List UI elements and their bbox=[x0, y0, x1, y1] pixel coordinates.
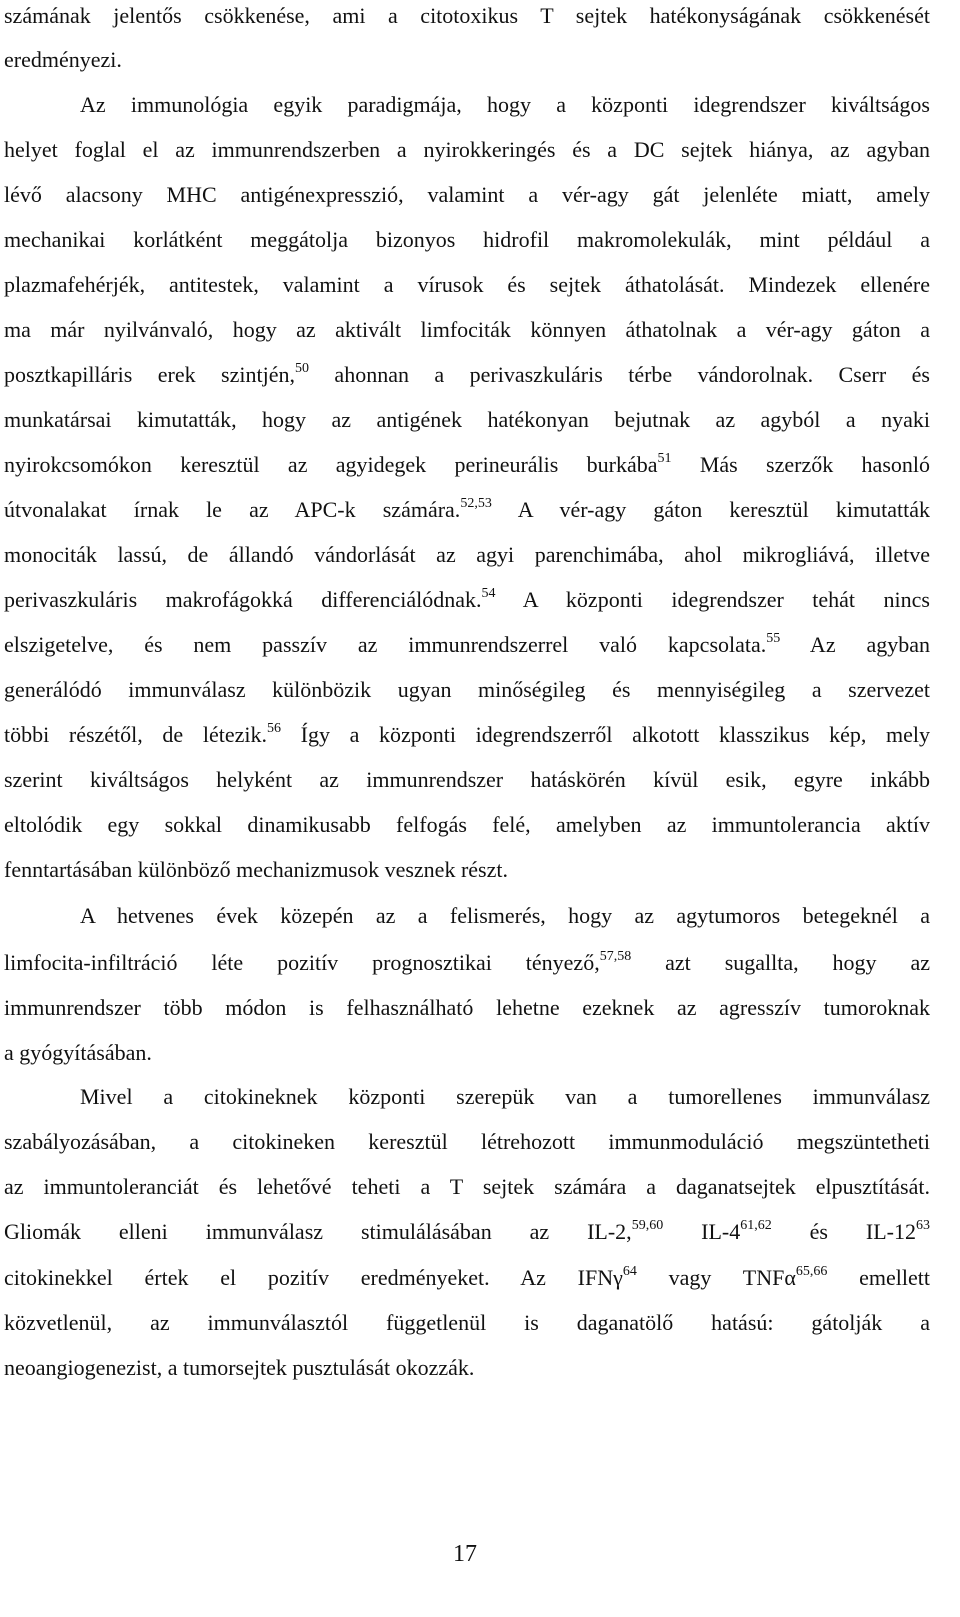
line-text: vagy TNFα bbox=[636, 1265, 796, 1290]
paragraph-4-line-7: neoangiogenezist, a tumorsejtek pusztulását okozzák. bbox=[4, 1355, 475, 1380]
page-number: 17 bbox=[453, 1541, 477, 1567]
line-text: limfocita-infiltráció léte pozitív prognosztikai tényező, bbox=[4, 950, 600, 975]
citation-ref: 65,66 bbox=[795, 1263, 828, 1279]
paragraph-2-line-10 bbox=[4, 494, 930, 526]
paragraph-2-line-9 bbox=[4, 449, 930, 481]
paragraph-2-line-4: mechanikai korlátként meggátolja bizonyos hidrofil makromolekulák, mint például a bbox=[4, 227, 930, 252]
line-text: elszigetelve, és nem passzív az immunrendszerrel való kapcsolata. bbox=[4, 632, 767, 657]
paragraph-4-line-1: Mivel a citokineknek központi szerepük van a tumorellenes immunválasz bbox=[80, 1084, 930, 1109]
paragraph-4-line-3: az immuntoleranciát és lehetővé teheti a T sejtek számára a daganatsejtek elpusztítását. bbox=[4, 1174, 930, 1199]
paragraph-2-line-12 bbox=[4, 584, 930, 616]
line-text: Gliomák elleni immunválasz stimulálásában az IL-2, bbox=[4, 1219, 632, 1244]
line-text: nyirokcsomókon keresztül az agyidegek perineurális burkába bbox=[4, 452, 658, 477]
line-text: A vér-agy gáton keresztül kimutatták bbox=[491, 497, 930, 522]
line-text: posztkapilláris erek szintjén, bbox=[4, 362, 295, 387]
paragraph-3-line-2 bbox=[4, 947, 930, 979]
citation-ref: 52,53 bbox=[460, 495, 492, 511]
paragraph-1-line-1: számának jelentős csökkenése, ami a citotoxikus T sejtek hatékonyságának csökkenését bbox=[4, 3, 930, 28]
line-text: Így a központi idegrendszerről alkotott klasszikus kép, mely bbox=[280, 722, 930, 747]
line-text: Más szerzők hasonló bbox=[671, 452, 930, 477]
citation-ref: 51 bbox=[657, 450, 672, 466]
paragraph-3-line-4: a gyógyításában. bbox=[4, 1040, 152, 1065]
paragraph-2-line-1: Az immunológia egyik paradigmája, hogy a központi idegrendszer kiváltságos bbox=[80, 92, 930, 117]
citation-ref: 56 bbox=[266, 720, 281, 736]
paragraph-4-line-2: szabályozásában, a citokineken keresztül létrehozott immunmoduláció megszüntetheti bbox=[4, 1129, 930, 1154]
line-text: Az agyban bbox=[780, 632, 930, 657]
paragraph-4-line-5 bbox=[4, 1262, 930, 1294]
line-text: ahonnan a perivaszkuláris térbe vándorolnak. Cserr és bbox=[308, 362, 930, 387]
line-text: és IL-12 bbox=[771, 1219, 916, 1244]
paragraph-2-line-11: monociták lassú, de állandó vándorlását az agyi parenchimába, ahol mikrogliává, illetve bbox=[4, 542, 930, 567]
citation-ref: 59,60 bbox=[631, 1217, 664, 1233]
citation-ref: 57,58 bbox=[599, 948, 632, 964]
line-text: útvonalakat írnak le az APC-k számára. bbox=[4, 497, 461, 522]
paragraph-2-line-2: helyet foglal el az immunrendszerben a nyirokkeringés és a DC sejtek hiánya, az agyban bbox=[4, 137, 930, 162]
citation-ref: 63 bbox=[916, 1217, 930, 1233]
paragraph-2-line-18: fenntartásában különböző mechanizmusok vesznek részt. bbox=[4, 857, 508, 882]
line-text: azt sugallta, hogy az bbox=[631, 950, 930, 975]
paragraph-2-line-15 bbox=[4, 719, 930, 751]
paragraph-3-line-1: A hetvenes évek közepén az a felismerés, hogy az agytumoros betegeknél a bbox=[80, 903, 930, 928]
paragraph-2-line-3: lévő alacsony MHC antigénexpresszió, valamint a vér-agy gát jelenléte miatt, amely bbox=[4, 182, 930, 207]
line-text: citokinekkel értek el pozitív eredményeket. Az IFNγ bbox=[4, 1265, 623, 1290]
line-text: emellett bbox=[827, 1265, 930, 1290]
citation-ref: 61,62 bbox=[740, 1217, 772, 1233]
paragraph-3-line-3: immunrendszer több módon is felhasználható lehetne ezeknek az agresszív tumoroknak bbox=[4, 995, 930, 1020]
paragraph-2-line-14: generálódó immunválasz különbözik ugyan minőségileg és mennyiségileg a szervezet bbox=[4, 677, 930, 702]
paragraph-4-line-6: közvetlenül, az immunválasztól függetlenül is daganatölő hatású: gátolják a bbox=[4, 1310, 930, 1335]
paragraph-4-line-4 bbox=[4, 1216, 930, 1248]
line-text: IL-4 bbox=[663, 1219, 741, 1244]
line-text: perivaszkuláris makrofágokká differenciálódnak. bbox=[4, 587, 482, 612]
paragraph-2-line-5: plazmafehérjék, antitestek, valamint a vírusok és sejtek áthatolását. Mindezek ellenére bbox=[4, 272, 930, 297]
citation-ref: 54 bbox=[481, 585, 496, 601]
paragraph-1-line-2: eredményezi. bbox=[4, 47, 122, 72]
paragraph-2-line-16: szerint kiváltságos helyként az immunrendszer hatáskörén kívül esik, egyre inkább bbox=[4, 767, 930, 792]
paragraph-2-line-7 bbox=[4, 359, 930, 391]
paragraph-2-line-8: munkatársai kimutatták, hogy az antigének hatékonyan bejutnak az agyból a nyaki bbox=[4, 407, 930, 432]
paragraph-2-line-13 bbox=[4, 629, 930, 661]
paragraph-2-line-6: ma már nyilvánvaló, hogy az aktivált limfociták könnyen áthatolnak a vér-agy gáton a bbox=[4, 317, 930, 342]
paragraph-2-line-17: eltolódik egy sokkal dinamikusabb felfogás felé, amelyben az immuntolerancia aktív bbox=[4, 812, 930, 837]
line-text: A központi idegrendszer tehát nincs bbox=[495, 587, 930, 612]
citation-ref: 55 bbox=[766, 630, 781, 646]
line-text: többi részétől, de létezik. bbox=[4, 722, 267, 747]
citation-ref: 64 bbox=[622, 1263, 637, 1279]
citation-ref: 50 bbox=[294, 360, 309, 376]
